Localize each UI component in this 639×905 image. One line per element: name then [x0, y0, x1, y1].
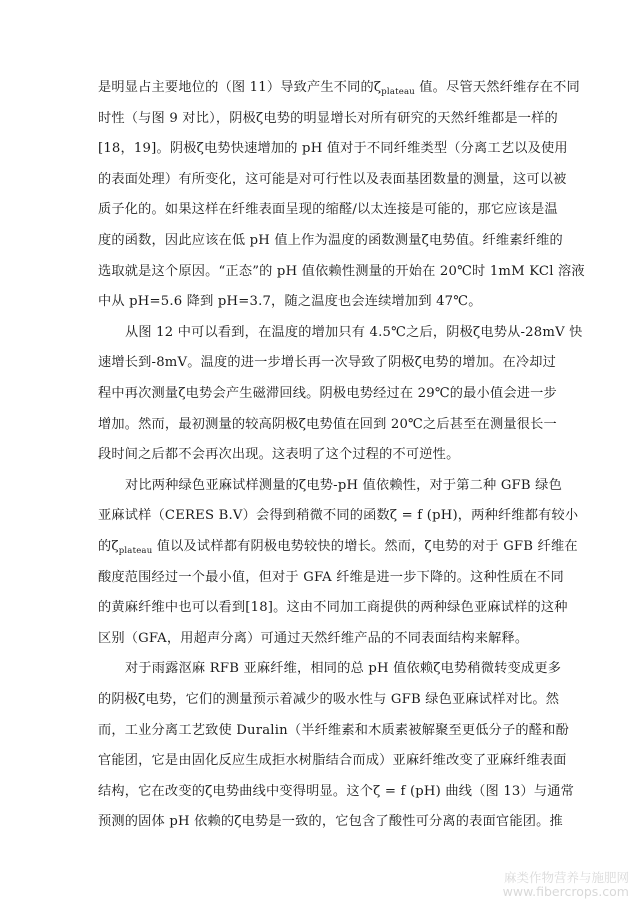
- text-line-end: 值以及试样都有阴极电势较快的增长。然而，ζ电势的对于 GFB 纤维在: [152, 539, 578, 554]
- text-line: 速增长到-8mV。温度的进一步增长再一次导致了阴极ζ电势的增加。在冷却过: [98, 355, 557, 371]
- text-line: 对比两种绿色亚麻试样测量的ζ电势-pH 值依赖性，对于第二种 GFB 绿色: [125, 477, 562, 493]
- text-line: 时性（与图 9 对比），阴极ζ电势的明显增长对所有研究的天然纤维都是一样的: [98, 110, 558, 126]
- text-line: 程中再次测量ζ电势会产生磁滞回线。阴极电势经过在 29℃的最小值会进一步: [98, 386, 557, 401]
- text-line: 段时间之后都不会再次出现。这表明了这个过程的不可逆性。: [98, 447, 460, 463]
- site-watermark: [503, 871, 629, 899]
- text-line: 的阴极ζ电势，它们的测量预示着减少的吸水性与 GFB 绿色亚麻试样对比。然: [98, 692, 560, 707]
- watermark-url: www.fibercrops.com: [502, 884, 629, 899]
- text-line: 亚麻试样（CERES B.V）会得到稍微不同的函数ζ = f (pH)，两种纤维都有较小: [98, 508, 579, 524]
- text-line: 的表面处理）有所变化，这可能是对可行性以及表面基团数量的测量，这可以被: [98, 171, 567, 187]
- plateau-subscript: plateau: [381, 87, 415, 97]
- text-line: 预测的固体 pH 依赖的ζ电势是一致的，它包含了酸性可分离的表面官能团。推: [98, 814, 563, 830]
- text-line: [18，19]。阴极ζ电势快速增加的 pH 值对于不同纤维类型（分离工艺以及使用: [98, 141, 568, 157]
- text-line: [98, 80, 580, 100]
- text-line: 酸度范围经过一个最小值，但对于 GFA 纤维是进一步下降的。这种性质在不同: [98, 569, 564, 585]
- text-line: 质子化的。如果这样在纤维表面呈现的缩醛/以太连接是可能的，那它应该是温: [98, 202, 558, 218]
- text-line: 增加。然而，最初测量的较高阴极ζ电势值在回到 20℃之后甚至在测量很长一: [98, 416, 557, 432]
- text-line: 选取就是这个原因。“正态”的 pH 值依赖性测量的开始在 20℃时 1mM KCl 溶液: [98, 263, 585, 279]
- text-line: 结构，它在改变的ζ电势曲线中变得明显。这个ζ = f (pH) 曲线（图 13）与通常: [98, 783, 575, 799]
- text-line: 度的函数，因此应该在低 pH 值上作为温度的函数测量ζ电势值。纤维素纤维的: [98, 233, 563, 248]
- text-line: 对于雨露沤麻 RFB 亚麻纤维，相同的总 pH 值依赖ζ电势稍微转变成更多: [125, 661, 562, 677]
- text-line: 区别（GFA，用超声分离）可通过天然纤维产品的不同表面结构来解释。: [98, 630, 529, 646]
- text-line: 而，工业分离工艺致使 Duralin（半纤维素和木质素被解聚至更低分子的醛和酚: [98, 722, 569, 738]
- watermark-title: 麻类作物营养与施肥网: [503, 870, 629, 885]
- text-line-start: 的ζ: [98, 539, 119, 554]
- text-line: [98, 539, 578, 559]
- text-line: 官能团，它是由固化反应生成拒水树脂结合而成）亚麻纤维改变了亚麻纤维表面: [98, 753, 567, 769]
- text-line: 的黄麻纤维中也可以看到[18]。这由不同加工商提供的两种绿色亚麻试样的这种: [98, 600, 568, 616]
- plateau-subscript: plateau: [118, 546, 153, 556]
- text-line-end: 值。尽管天然纤维存在不同: [414, 80, 580, 95]
- text-line-start: 是明显占主要地位的（图 11）导致产生不同的ζ: [98, 80, 382, 95]
- text-line: 从图 12 中可以看到，在温度的增加只有 4.5℃之后，阴极ζ电势从-28mV 快: [125, 324, 583, 340]
- text-line: 中从 pH=5.6 降到 pH=3.7，随之温度也会连续增加到 47℃。: [98, 294, 482, 310]
